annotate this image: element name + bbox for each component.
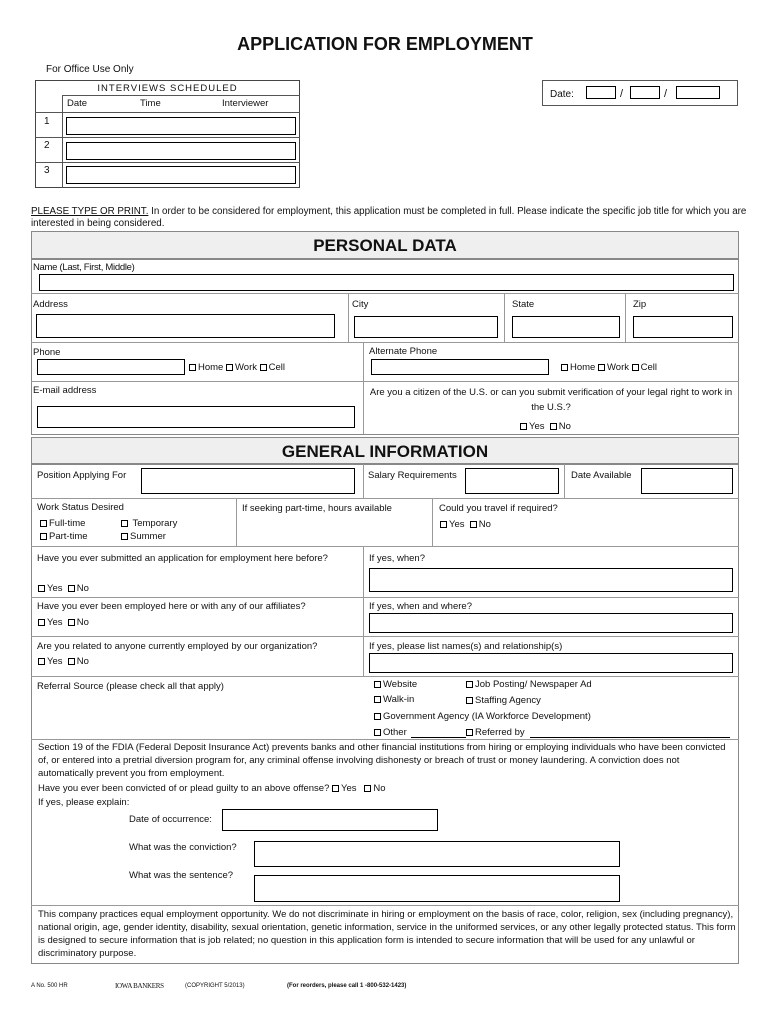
checkbox-icon — [38, 585, 45, 592]
conviction-yes-option[interactable]: Yes — [332, 783, 357, 794]
checkbox-icon — [68, 658, 75, 665]
travel-no-option[interactable]: No — [470, 519, 491, 530]
date-available-field[interactable] — [641, 468, 733, 494]
checkbox-icon — [121, 533, 128, 540]
position-field[interactable] — [141, 468, 355, 494]
name-field[interactable] — [39, 274, 734, 291]
employed-yes-option[interactable]: Yes — [38, 617, 63, 628]
sentence-field[interactable] — [254, 875, 620, 902]
employed-no-option[interactable]: No — [68, 617, 89, 628]
zip-label: Zip — [633, 299, 647, 310]
applied-no-option[interactable]: No — [68, 583, 89, 594]
checkbox-icon — [466, 681, 473, 688]
row-3-label: 3 — [44, 165, 50, 176]
related-no-option[interactable]: No — [68, 656, 89, 667]
employed-when-field[interactable] — [369, 613, 733, 633]
checkbox-icon — [332, 785, 339, 792]
conviction-no-option[interactable]: No — [364, 783, 385, 794]
phone-field[interactable] — [37, 359, 185, 375]
referral-label: Referral Source (please check all that apply) — [37, 681, 224, 692]
phone-label: Phone — [33, 347, 61, 358]
applied-before-question: Have you ever submitted an application for employment here before? — [37, 553, 328, 564]
interviews-header: INTERVIEWS SCHEDULED — [97, 83, 238, 94]
state-label: State — [512, 299, 535, 310]
checkbox-icon — [68, 619, 75, 626]
explain-label: If yes, please explain: — [38, 797, 130, 808]
part-time-hours-label: If seeking part-time, hours available — [242, 503, 392, 514]
address-field[interactable] — [36, 314, 335, 338]
citizen-yes-option[interactable]: Yes — [520, 421, 545, 432]
email-field[interactable] — [37, 406, 355, 428]
applied-before-options — [38, 583, 89, 594]
related-options — [38, 656, 89, 667]
checkbox-icon — [561, 364, 568, 371]
eeo-statement: This company practices equal employment opportunity. We do not discriminate in hiring or employment on the basis of race, color, religion, sex (including pregnancy), national origin, age, gender identity, disability, sexual orientation, genetic information, service in the uniformed services, or any other legally protected status. This form is designed to secure information that is job related; no question in this application form is intended to secure information that will be used for any unlawful or discriminatory purpose. — [38, 909, 736, 959]
form-number: A No. 500 HR — [31, 983, 68, 989]
applied-when-label: If yes, when? — [369, 553, 425, 564]
checkbox-icon — [550, 423, 557, 430]
fdia-question: Have you ever been convicted of or plead guilty to an above offense? Yes No — [38, 783, 386, 794]
alt-phone-field[interactable] — [371, 359, 549, 375]
phone-home-option[interactable]: Home — [189, 362, 223, 373]
full-time-option[interactable]: Full-time — [40, 518, 85, 529]
name-label: Name (Last, First, Middle) — [33, 262, 135, 273]
fdia-text: Section 19 of the FDIA (Federal Deposit Insurance Act) prevents banks and other financial institutions from hiring or employing individuals who have been convicted of, or entered into a pretrial diversion program for, any criminal offense involving dishonesty or breach of trust or money laundering. A conviction does not automatically prevent you from employment. — [38, 742, 726, 779]
date-available-label: Date Available — [571, 470, 632, 481]
checkbox-icon — [364, 785, 371, 792]
travel-options — [440, 519, 491, 530]
checkbox-icon — [632, 364, 639, 371]
referral-walk-in-option[interactable]: Walk-in — [374, 694, 414, 705]
checkbox-icon — [68, 585, 75, 592]
travel-label: Could you travel if required? — [439, 503, 558, 514]
referral-job-posting-option[interactable]: Job Posting/ Newspaper Ad — [466, 679, 592, 690]
phone-work-option[interactable]: Work — [226, 362, 257, 373]
checkbox-icon — [466, 697, 473, 704]
page-title: APPLICATION FOR EMPLOYMENT — [237, 34, 533, 54]
date-month-field[interactable] — [586, 86, 616, 99]
alt-phone-cell-option[interactable]: Cell — [632, 362, 657, 373]
interview-3-field[interactable] — [66, 166, 296, 184]
checkbox-icon — [520, 423, 527, 430]
salary-label: Salary Requirements — [368, 470, 457, 481]
col-interviewer: Interviewer — [222, 98, 269, 109]
col-date: Date — [67, 98, 88, 109]
date-occurrence-field[interactable] — [222, 809, 438, 831]
date-occurrence-label: Date of occurrence: — [129, 814, 212, 825]
date-year-field[interactable] — [676, 86, 720, 99]
conviction-field[interactable] — [254, 841, 620, 867]
referral-referred-option[interactable]: Referred by — [466, 727, 525, 738]
checkbox-icon — [374, 696, 381, 703]
checkbox-icon — [189, 364, 196, 371]
referral-government-option[interactable]: Government Agency (IA Workforce Development) — [374, 711, 591, 722]
instructions — [31, 206, 751, 230]
checkbox-icon — [40, 520, 47, 527]
row-2-label: 2 — [44, 140, 50, 151]
checkbox-icon — [374, 713, 381, 720]
office-use-label: For Office Use Only — [46, 64, 134, 75]
related-names-field[interactable] — [369, 653, 733, 673]
city-field[interactable] — [354, 316, 498, 338]
general-info-header: GENERAL INFORMATION — [31, 437, 739, 464]
applied-yes-option[interactable]: Yes — [38, 583, 63, 594]
address-label: Address — [33, 299, 68, 310]
checkbox-icon — [38, 619, 45, 626]
employed-question: Have you ever been employed here or with any of our affiliates? — [37, 601, 306, 612]
instructions-lead: PLEASE TYPE OR PRINT. — [31, 206, 149, 217]
position-label: Position Applying For — [37, 470, 127, 481]
date-day-field[interactable] — [630, 86, 660, 99]
checkbox-icon — [598, 364, 605, 371]
date-label: Date: — [550, 89, 574, 100]
row-1-label: 1 — [44, 116, 50, 127]
alt-phone-home-option[interactable]: Home — [561, 362, 595, 373]
personal-data-header: PERSONAL DATA — [31, 231, 739, 259]
referral-other-option[interactable]: Other — [374, 727, 407, 738]
work-status-label: Work Status Desired — [37, 502, 124, 513]
citizen-no-option[interactable]: No — [550, 421, 571, 432]
interview-1-field[interactable] — [66, 117, 296, 135]
referral-website-option[interactable]: Website — [374, 679, 417, 690]
checkbox-icon — [226, 364, 233, 371]
checkbox-icon — [470, 521, 477, 528]
state-field[interactable] — [512, 316, 620, 338]
alt-phone-type-options — [561, 362, 657, 373]
col-time: Time — [140, 98, 161, 109]
alt-phone-work-option[interactable]: Work — [598, 362, 629, 373]
checkbox-icon — [121, 520, 128, 527]
checkbox-icon — [466, 729, 473, 736]
related-yes-option[interactable]: Yes — [38, 656, 63, 667]
phone-cell-option[interactable]: Cell — [260, 362, 285, 373]
sentence-label: What was the sentence? — [129, 870, 234, 881]
citizen-options — [520, 421, 571, 432]
copyright: (COPYRIGHT 5/2013) — [185, 983, 245, 989]
part-time-option[interactable]: Part-time — [40, 531, 88, 542]
reorder-note: (For reorders, please call 1 -800-532-1423) — [287, 983, 407, 989]
instructions-text: In order to be considered for employment, this application must be completed in full. Please indicate the specific job title for which you are interested in being considered. — [31, 206, 747, 229]
temporary-option[interactable]: Temporary — [121, 518, 177, 529]
checkbox-icon — [38, 658, 45, 665]
employed-options — [38, 617, 89, 628]
email-label: E-mail address — [33, 385, 97, 396]
interview-2-field[interactable] — [66, 142, 296, 160]
checkbox-icon — [40, 533, 47, 540]
checkbox-icon — [374, 729, 381, 736]
employed-when-label: If yes, when and where? — [369, 601, 472, 612]
citizen-question: Are you a citizen of the U.S. or can you submit verification of your legal right to work in the U.S.? — [369, 387, 733, 413]
referral-staffing-option[interactable]: Staffing Agency — [466, 695, 541, 706]
summer-option[interactable]: Summer — [121, 531, 166, 542]
checkbox-icon — [260, 364, 267, 371]
related-names-label: If yes, please list names(s) and relationship(s) — [369, 641, 563, 652]
applied-when-field[interactable] — [369, 568, 733, 592]
alt-phone-label: Alternate Phone — [369, 346, 438, 357]
city-label: City — [352, 299, 369, 310]
checkbox-icon — [374, 681, 381, 688]
phone-type-options — [189, 362, 285, 373]
related-question: Are you related to anyone currently employed by our organization? — [37, 641, 318, 652]
conviction-label: What was the conviction? — [129, 842, 237, 853]
iowa-bankers-logo: IOWA BANKERS — [115, 982, 164, 990]
travel-yes-option[interactable]: Yes — [440, 519, 465, 530]
checkbox-icon — [440, 521, 447, 528]
zip-field[interactable] — [633, 316, 733, 338]
salary-field[interactable] — [465, 468, 559, 494]
